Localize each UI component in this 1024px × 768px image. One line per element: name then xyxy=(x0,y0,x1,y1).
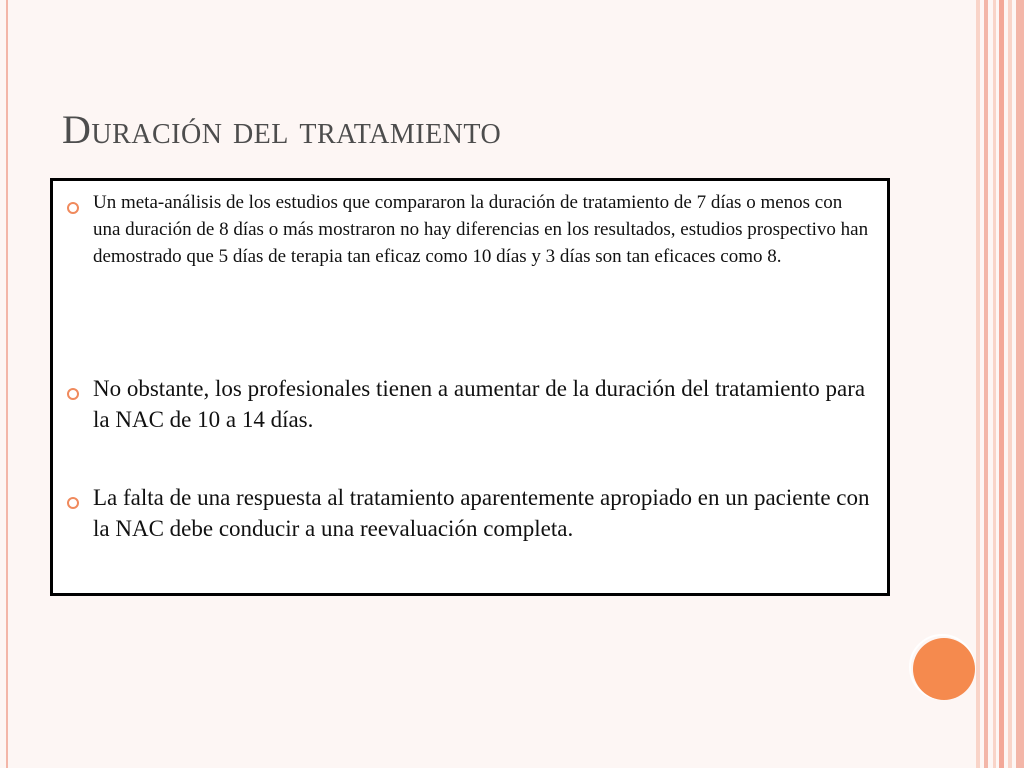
orange-circle-icon xyxy=(913,638,975,700)
bullet-text: No obstante, los profesionales tienen a aumentar de la duración del tratamiento para la NAC de 10 a 14 días. xyxy=(93,376,866,432)
slide-title: Duración del tratamiento xyxy=(62,107,502,152)
stripe xyxy=(976,0,980,768)
right-decorative-stripes xyxy=(976,0,1024,768)
content-box xyxy=(50,178,890,596)
circle-bullet-icon xyxy=(67,497,79,509)
bullet-text: La falta de una respuesta al tratamiento aparentemente apropiado en un paciente con la NAC debe conducir a una reevaluación completa. xyxy=(93,485,870,541)
circle-bullet-icon xyxy=(67,388,79,400)
stripe xyxy=(993,0,996,768)
bullet-text: Un meta-análisis de los estudios que compararon la duración de tratamiento de 7 días o menos con una duración de 8 días o más mostraron no hay diferencias en los resultados, estudios prospectivo han demostrado que 5 días de terapia tan eficaz como 10 días y 3 días son tan eficaces como 8. xyxy=(93,192,869,267)
left-border-line xyxy=(6,0,8,768)
stripe xyxy=(984,0,988,768)
stripe xyxy=(1016,0,1024,768)
stripe xyxy=(999,0,1004,768)
circle-bullet-icon xyxy=(67,202,79,214)
stripe xyxy=(1008,0,1012,768)
